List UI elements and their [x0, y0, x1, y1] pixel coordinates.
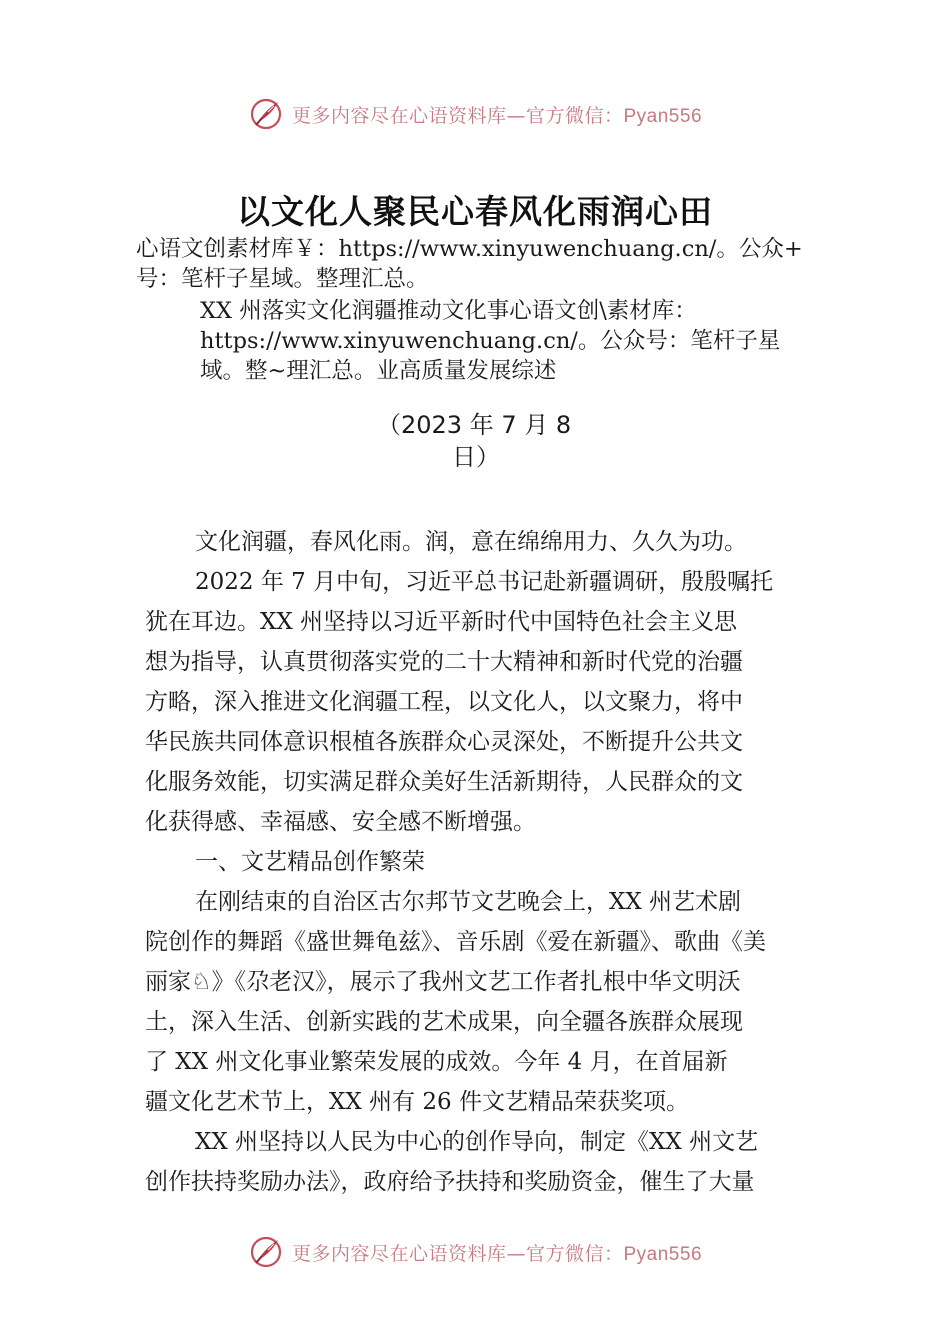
source-note-1-line: 号：笔杆子星域。整理汇总。 [136, 266, 429, 292]
source-note-1 [136, 234, 803, 294]
body-line: 想为指导，认真贯彻落实党的二十大精神和新时代党的治疆 [145, 649, 743, 675]
article-body [145, 522, 810, 1202]
body-line: 2022 年 7 月中旬，习近平总书记赴新疆调研，殷殷嘱托 [195, 569, 774, 595]
body-line: 院创作的舞蹈《盛世舞龟兹》、音乐剧《爱在新疆》、歌曲《美 [145, 929, 766, 955]
body-line: 犹在耳边。XX 州坚持以习近平新时代中国特色社会主义思 [145, 609, 738, 635]
wechat-handle: Pyan556 [623, 1243, 703, 1265]
source-note-2-line: https://www.xinyuwenchuang.cn/。公众号：笔杆子星 [200, 328, 781, 354]
body-line: 文化润疆，春风化雨。润，意在绵绵用力、久久为功。 [195, 529, 747, 555]
quill-logo-icon [248, 1234, 284, 1270]
body-line: 化服务效能，切实满足群众美好生活新期待，人民群众的文 [145, 769, 743, 795]
body-line: 创作扶持奖励办法》，政府给予扶持和奖励资金，催生了大量 [145, 1169, 755, 1195]
source-note-2 [200, 296, 780, 386]
source-note-2-line: XX 州落实文化润疆推动文化事心语文创\素材库： [200, 298, 697, 324]
body-line: XX 州坚持以人民为中心的创作导向，制定《XX 州文艺 [195, 1129, 759, 1155]
watermark-caption: 更多内容尽在心语资料库—官方微信： [291, 104, 624, 127]
body-line: 化获得感、幸福感、安全感不断增强。 [145, 809, 536, 835]
watermark-text [292, 101, 702, 128]
watermark-caption: 更多内容尽在心语资料库—官方微信： [291, 1242, 624, 1265]
body-line: 方略，深入推进文化润疆工程，以文化人，以文聚力，将中 [145, 689, 743, 715]
source-note-2-line: 域。整~理汇总。业高质量发展综述 [200, 358, 557, 384]
body-line: 了 XX 州文化事业繁荣发展的成效。今年 4 月，在首届新 [145, 1049, 728, 1075]
watermark-text [292, 1239, 702, 1266]
body-line: 华民族共同体意识根植各族群众心灵深处，不断提升公共文 [145, 729, 743, 755]
date-line-2: 日） [452, 443, 500, 471]
body-line: 一、文艺精品创作繁荣 [195, 849, 425, 875]
body-line: 丽家♘》《尕老汉》，展示了我州文艺工作者扎根中华文明沃 [145, 969, 741, 995]
body-line: 在刚结束的自治区古尔邦节文艺晚会上，XX 州艺术剧 [195, 889, 742, 915]
quill-logo-icon [248, 96, 284, 132]
body-line: 土，深入生活、创新实践的艺术成果，向全疆各族群众展现 [145, 1009, 743, 1035]
wechat-handle: Pyan556 [623, 105, 703, 127]
date-line-1: （2023 年 7 月 8 [377, 411, 572, 439]
watermark-banner-top [0, 94, 950, 134]
watermark-banner-bottom [0, 1232, 950, 1272]
source-note-1-line: 心语文创素材库￥：https://www.xinyuwenchuang.cn/。公众+ [136, 236, 803, 262]
page-title: 以文化人聚民心春风化雨润心田 [237, 192, 713, 231]
body-line: 疆文化艺术节上，XX 州有 26 件文艺精品荣获奖项。 [145, 1089, 689, 1115]
